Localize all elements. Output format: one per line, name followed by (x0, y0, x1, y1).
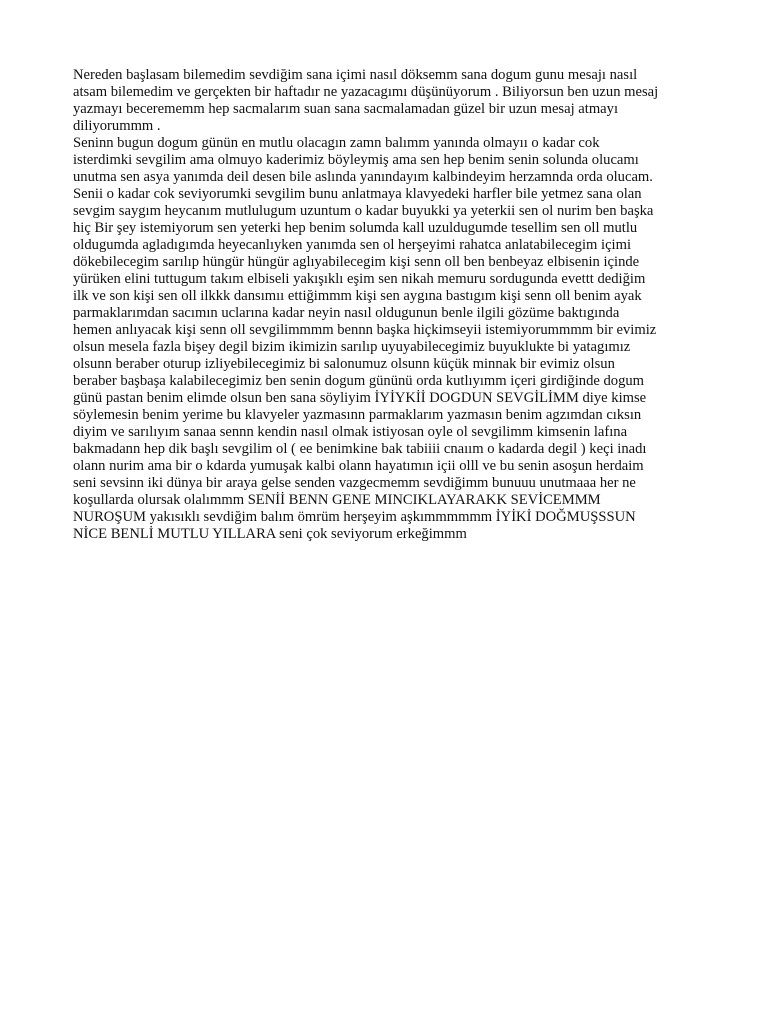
text-line: NİCE BENLİ MUTLU YILLARA seni çok seviyorum erkeğimmm (73, 526, 467, 542)
text-line: koşullarda olursak olalımmm SENİİ BENN GENE MINCIKLAYARAKK SEVİCEMMM (73, 492, 601, 508)
text-line: günü pastan benim elimde olsun ben sana söyliyim İYİYKİİ DOGDUN SEVGİLİMM diye kimse (73, 390, 647, 406)
text-line: NUROŞUM yakısıklı sevdiğim balım ömrüm herşeyim aşkımmmmmm İYİKİ DOĞMUŞSSUN (73, 509, 636, 525)
text-line: beraber başbaşa kalabilecegimiz ben senin dogum gününü orda kutlıyımm içeri girdiğinde dogum (73, 373, 645, 389)
text-line: ilk ve son kişi sen oll ilkkk dansımıı ettiğimmm kişi sen aygına bastıgım kişi senn oll benim ayak (73, 288, 642, 304)
text-line: hemen anlıyacak kişi senn oll sevgilimmmm bennn başka hiçkimseyii istemiyorummmm bir evimiz (73, 322, 657, 338)
text-line: parmaklarımdan sacımın uclarına kadar neyin nasıl oldugunun benle ilgili gözüme baktıgında (73, 305, 620, 321)
text-line: Nereden başlasam bilemedim sevdiğim sana içimi nasıl döksemm sana dogum gunu mesajı nasıl (73, 67, 638, 83)
text-line: söylemesin benim yerime bu klavyeler yazmasınn parmaklarım yazmasın benim agzımdan cıksın (73, 407, 642, 423)
text-line: isterdimki sevgilim ama olmuyo kaderimiz böyleymiş ama sen hep benim senin solunda olucamı (73, 152, 639, 168)
text-line: dökebilecegim sarılıp hüngür hüngür aglıyabilecegim kişi senn oll ben benbeyaz elbisenin içinde (73, 254, 640, 270)
text-line: unutma sen asya yanımda deil desen bile aslında yanındayım kalbindeyim herzamnda orda olucam. (73, 169, 653, 185)
text-line: Seninn bugun dogum günün en mutlu olacagın zamn balımm yanında olmayıı o kadar cok (73, 135, 600, 151)
text-line: olsunn beraber oturup izliyebilecegimiz bi salonumuz olsunn küçük minnak bir evimiz olsun (73, 356, 615, 372)
text-line: olann nurim ama bir o kdarda yumuşak kalbi olann hayatımın içii olll ve bu senin asoşun herdaim (73, 458, 644, 474)
text-line: diyim ve sarılıyım sanaa sennn kendin nasıl olmak istiyosan oyle ol sevgilimm kimsenin lafına (73, 424, 628, 440)
text-line: yazmayı becerememm hep sacmalarım suan sana sacmalamadan güzel bir uzun mesaj atmayı (73, 101, 619, 117)
text-line: seni sevsinn iki dünya bir araya gelse senden vazgecmemm sevdiğimm bunuuu unutmaaa her ne (73, 475, 636, 491)
text-line: yürüken elini tuttugum takım elbiseli yakışıklı eşim sen nikah memuru sordugunda evettt dediğim (73, 271, 646, 287)
text-line: bakmadann hep dik başlı sevgilim ol ( ee benimkine bak tabiiii cnaıım o kadarda degil ) keçi inadı (73, 441, 647, 457)
text-line: atsam bilemedim ve gerçekten bir haftadır ne yazacagımı düşünüyorum . Biliyorsun ben uzun mesaj (73, 84, 659, 100)
text-line: oldugumda agladıgımda heyecanlıyken yanımda sen ol herşeyimi rahatca anlatabilecegim içimi (73, 237, 632, 253)
text-line: diliyorummm . (73, 118, 161, 134)
document-body-text (73, 67, 703, 543)
text-line: Senii o kadar cok seviyorumki sevgilim bunu anlatmaya klavyedeki harfler bile yetmez sana olan (73, 186, 642, 202)
text-line: sevgim saygım heycanım mutlulugum uzuntum o kadar buyukki ya yeterkii sen ol nurim ben başka (73, 203, 654, 219)
text-line: olsun mesela fazla bişey degil bizim ikimizin sarılıp uyuyabilecegimiz buyuklukte bi yatagımız (73, 339, 631, 355)
text-line: hiç Bir şey istemiyorum sen yeterki hep benim solumda kall uzuldugumde tesellim sen oll mutlu (73, 220, 638, 236)
